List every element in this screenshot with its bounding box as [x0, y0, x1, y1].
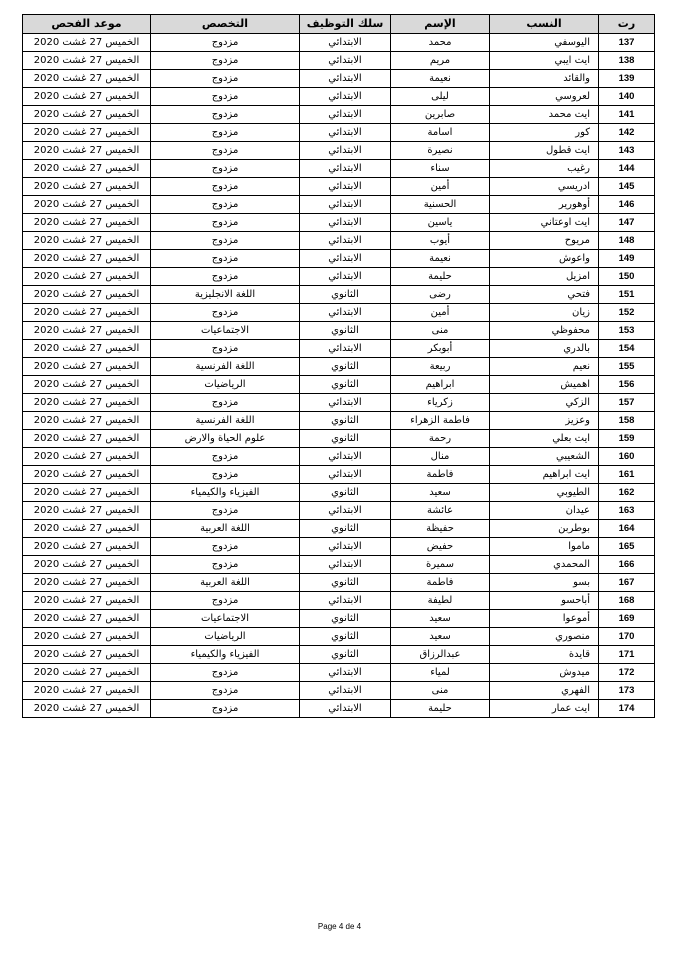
table-row	[23, 214, 655, 232]
cell-first-name: ليلى	[391, 88, 490, 106]
cell-number: 161	[599, 466, 655, 484]
cell-exam-date: الخميس 27 غشت 2020	[23, 574, 151, 592]
table-row	[23, 322, 655, 340]
cell-first-name: حفيض	[391, 538, 490, 556]
page-number: Page 4 de 4	[317, 922, 362, 931]
cell-exam-date: الخميس 27 غشت 2020	[23, 142, 151, 160]
cell-exam-date: الخميس 27 غشت 2020	[23, 304, 151, 322]
cell-cadre: الثانوي	[300, 610, 391, 628]
cell-cadre: الثانوي	[300, 286, 391, 304]
cell-number: 146	[599, 196, 655, 214]
table-row	[23, 700, 655, 718]
cell-first-name: نصيرة	[391, 142, 490, 160]
cell-cadre: الابتدائي	[300, 250, 391, 268]
cell-first-name: لمياء	[391, 664, 490, 682]
cell-number: 137	[599, 34, 655, 52]
cell-last-name: اهميش	[490, 376, 599, 394]
cell-number: 143	[599, 142, 655, 160]
cell-first-name: صابرين	[391, 106, 490, 124]
cell-number: 151	[599, 286, 655, 304]
table-row	[23, 34, 655, 52]
table-row	[23, 466, 655, 484]
cell-exam-date: الخميس 27 غشت 2020	[23, 178, 151, 196]
cell-last-name: امزيل	[490, 268, 599, 286]
cell-number: 138	[599, 52, 655, 70]
table-row	[23, 358, 655, 376]
cell-number: 168	[599, 592, 655, 610]
cell-first-name: أمين	[391, 304, 490, 322]
cell-first-name: حليمة	[391, 268, 490, 286]
table-row	[23, 610, 655, 628]
cell-specialty: مزدوج	[151, 52, 300, 70]
cell-last-name: نعيم	[490, 358, 599, 376]
cell-cadre: الثانوي	[300, 520, 391, 538]
cell-first-name: أمين	[391, 178, 490, 196]
table-row	[23, 682, 655, 700]
table-body	[23, 34, 655, 718]
cell-cadre: الابتدائي	[300, 124, 391, 142]
cell-number: 166	[599, 556, 655, 574]
cell-specialty: مزدوج	[151, 70, 300, 88]
table-row	[23, 376, 655, 394]
cell-number: 142	[599, 124, 655, 142]
cell-first-name: فاطمة	[391, 574, 490, 592]
cell-first-name: رضى	[391, 286, 490, 304]
table-row	[23, 70, 655, 88]
cell-exam-date: الخميس 27 غشت 2020	[23, 592, 151, 610]
cell-exam-date: الخميس 27 غشت 2020	[23, 376, 151, 394]
table-row	[23, 196, 655, 214]
cell-specialty: الرياضيات	[151, 628, 300, 646]
cell-cadre: الثانوي	[300, 376, 391, 394]
table-row	[23, 646, 655, 664]
cell-number: 162	[599, 484, 655, 502]
cell-last-name: الفهري	[490, 682, 599, 700]
cell-number: 152	[599, 304, 655, 322]
cell-number: 157	[599, 394, 655, 412]
cell-last-name: الزكي	[490, 394, 599, 412]
cell-cadre: الثانوي	[300, 412, 391, 430]
table-row	[23, 124, 655, 142]
cell-first-name: حفيظة	[391, 520, 490, 538]
cell-number: 156	[599, 376, 655, 394]
cell-exam-date: الخميس 27 غشت 2020	[23, 34, 151, 52]
cell-specialty: اللغة الانجليزية	[151, 286, 300, 304]
table-row	[23, 178, 655, 196]
cell-cadre: الابتدائي	[300, 232, 391, 250]
cell-exam-date: الخميس 27 غشت 2020	[23, 682, 151, 700]
cell-last-name: عيدان	[490, 502, 599, 520]
cell-exam-date: الخميس 27 غشت 2020	[23, 394, 151, 412]
table-row	[23, 538, 655, 556]
cell-number: 158	[599, 412, 655, 430]
cell-number: 150	[599, 268, 655, 286]
cell-last-name: اليوسفي	[490, 34, 599, 52]
cell-specialty: مزدوج	[151, 124, 300, 142]
cell-last-name: ايت محمد	[490, 106, 599, 124]
cell-specialty: مزدوج	[151, 304, 300, 322]
cell-specialty: مزدوج	[151, 160, 300, 178]
cell-first-name: ابراهيم	[391, 376, 490, 394]
cell-number: 148	[599, 232, 655, 250]
cell-exam-date: الخميس 27 غشت 2020	[23, 646, 151, 664]
cell-specialty: مزدوج	[151, 538, 300, 556]
cell-cadre: الثانوي	[300, 484, 391, 502]
cell-first-name: منى	[391, 682, 490, 700]
cell-exam-date: الخميس 27 غشت 2020	[23, 664, 151, 682]
cell-first-name: سعيد	[391, 628, 490, 646]
cell-last-name: وعزيز	[490, 412, 599, 430]
cell-cadre: الابتدائي	[300, 70, 391, 88]
cell-specialty: مزدوج	[151, 664, 300, 682]
cell-number: 160	[599, 448, 655, 466]
cell-last-name: ايت اوعتاني	[490, 214, 599, 232]
table-row	[23, 88, 655, 106]
cell-first-name: سميرة	[391, 556, 490, 574]
cell-specialty: اللغة الفرنسية	[151, 412, 300, 430]
cell-exam-date: الخميس 27 غشت 2020	[23, 70, 151, 88]
cell-last-name: واعوش	[490, 250, 599, 268]
cell-exam-date: الخميس 27 غشت 2020	[23, 232, 151, 250]
cell-exam-date: الخميس 27 غشت 2020	[23, 700, 151, 718]
header-exam-date: موعد الفحص	[23, 15, 151, 34]
cell-exam-date: الخميس 27 غشت 2020	[23, 268, 151, 286]
cell-exam-date: الخميس 27 غشت 2020	[23, 340, 151, 358]
cell-number: 174	[599, 700, 655, 718]
cell-number: 167	[599, 574, 655, 592]
header-last-name: النسب	[490, 15, 599, 34]
header-first-name: الإسم	[391, 15, 490, 34]
cell-last-name: فتحي	[490, 286, 599, 304]
header-specialty: التخصص	[151, 15, 300, 34]
cell-exam-date: الخميس 27 غشت 2020	[23, 430, 151, 448]
cell-cadre: الثانوي	[300, 628, 391, 646]
candidates-table	[22, 14, 655, 718]
cell-cadre: الابتدائي	[300, 664, 391, 682]
cell-first-name: محمد	[391, 34, 490, 52]
cell-specialty: مزدوج	[151, 448, 300, 466]
cell-number: 140	[599, 88, 655, 106]
cell-exam-date: الخميس 27 غشت 2020	[23, 484, 151, 502]
cell-exam-date: الخميس 27 غشت 2020	[23, 538, 151, 556]
cell-last-name: مريوح	[490, 232, 599, 250]
cell-cadre: الابتدائي	[300, 160, 391, 178]
cell-first-name: مريم	[391, 52, 490, 70]
cell-number: 147	[599, 214, 655, 232]
cell-first-name: زكرياء	[391, 394, 490, 412]
cell-number: 164	[599, 520, 655, 538]
cell-exam-date: الخميس 27 غشت 2020	[23, 448, 151, 466]
cell-last-name: زيان	[490, 304, 599, 322]
cell-specialty: الفيزياء والكيمياء	[151, 484, 300, 502]
cell-specialty: الاجتماعيات	[151, 610, 300, 628]
table-row	[23, 286, 655, 304]
cell-first-name: الحسنية	[391, 196, 490, 214]
cell-first-name: نعيمة	[391, 70, 490, 88]
cell-specialty: مزدوج	[151, 106, 300, 124]
table-row	[23, 304, 655, 322]
cell-last-name: ايت بعلي	[490, 430, 599, 448]
cell-number: 144	[599, 160, 655, 178]
cell-last-name: محفوظي	[490, 322, 599, 340]
cell-last-name: ايت قطول	[490, 142, 599, 160]
cell-cadre: الابتدائي	[300, 448, 391, 466]
cell-number: 172	[599, 664, 655, 682]
table-row	[23, 412, 655, 430]
cell-cadre: الابتدائي	[300, 466, 391, 484]
cell-first-name: لطيفة	[391, 592, 490, 610]
table-row	[23, 520, 655, 538]
cell-exam-date: الخميس 27 غشت 2020	[23, 250, 151, 268]
cell-exam-date: الخميس 27 غشت 2020	[23, 286, 151, 304]
cell-last-name: قايدة	[490, 646, 599, 664]
cell-last-name: الطيوبي	[490, 484, 599, 502]
cell-first-name: سناء	[391, 160, 490, 178]
cell-exam-date: الخميس 27 غشت 2020	[23, 520, 151, 538]
cell-specialty: الرياضيات	[151, 376, 300, 394]
cell-last-name: والقائد	[490, 70, 599, 88]
cell-cadre: الثانوي	[300, 574, 391, 592]
table-row	[23, 160, 655, 178]
table-row	[23, 574, 655, 592]
header-number: رت	[599, 15, 655, 34]
cell-cadre: الابتدائي	[300, 214, 391, 232]
cell-number: 149	[599, 250, 655, 268]
cell-number: 159	[599, 430, 655, 448]
cell-number: 155	[599, 358, 655, 376]
cell-exam-date: الخميس 27 غشت 2020	[23, 196, 151, 214]
cell-first-name: حليمة	[391, 700, 490, 718]
cell-exam-date: الخميس 27 غشت 2020	[23, 610, 151, 628]
cell-cadre: الابتدائي	[300, 196, 391, 214]
cell-last-name: بسو	[490, 574, 599, 592]
table-row	[23, 52, 655, 70]
cell-first-name: أبوبكر	[391, 340, 490, 358]
cell-number: 170	[599, 628, 655, 646]
table-row	[23, 502, 655, 520]
table-row	[23, 430, 655, 448]
cell-first-name: أيوب	[391, 232, 490, 250]
cell-first-name: فاطمة الزهراء	[391, 412, 490, 430]
cell-exam-date: الخميس 27 غشت 2020	[23, 124, 151, 142]
cell-first-name: رحمة	[391, 430, 490, 448]
cell-last-name: ايت ابراهيم	[490, 466, 599, 484]
cell-number: 173	[599, 682, 655, 700]
table-row	[23, 664, 655, 682]
cell-cadre: الابتدائي	[300, 592, 391, 610]
cell-exam-date: الخميس 27 غشت 2020	[23, 322, 151, 340]
cell-number: 153	[599, 322, 655, 340]
cell-last-name: ايت عمار	[490, 700, 599, 718]
cell-cadre: الثانوي	[300, 646, 391, 664]
cell-exam-date: الخميس 27 غشت 2020	[23, 556, 151, 574]
cell-first-name: عائشة	[391, 502, 490, 520]
table-row	[23, 592, 655, 610]
cell-first-name: نعيمة	[391, 250, 490, 268]
cell-specialty: مزدوج	[151, 502, 300, 520]
cell-first-name: منى	[391, 322, 490, 340]
cell-exam-date: الخميس 27 غشت 2020	[23, 502, 151, 520]
cell-specialty: مزدوج	[151, 178, 300, 196]
cell-number: 141	[599, 106, 655, 124]
cell-last-name: أموعوا	[490, 610, 599, 628]
cell-cadre: الثانوي	[300, 358, 391, 376]
cell-specialty: مزدوج	[151, 34, 300, 52]
cell-first-name: سعيد	[391, 610, 490, 628]
cell-specialty: مزدوج	[151, 88, 300, 106]
cell-first-name: اسامة	[391, 124, 490, 142]
cell-exam-date: الخميس 27 غشت 2020	[23, 88, 151, 106]
cell-specialty: مزدوج	[151, 214, 300, 232]
cell-cadre: الابتدائي	[300, 682, 391, 700]
cell-specialty: علوم الحياة والارض	[151, 430, 300, 448]
cell-specialty: الفيزياء والكيمياء	[151, 646, 300, 664]
cell-cadre: الابتدائي	[300, 538, 391, 556]
cell-specialty: مزدوج	[151, 340, 300, 358]
cell-number: 154	[599, 340, 655, 358]
cell-first-name: سعيد	[391, 484, 490, 502]
cell-exam-date: الخميس 27 غشت 2020	[23, 466, 151, 484]
cell-number: 145	[599, 178, 655, 196]
cell-number: 165	[599, 538, 655, 556]
cell-specialty: مزدوج	[151, 592, 300, 610]
cell-last-name: منصوري	[490, 628, 599, 646]
table-row	[23, 232, 655, 250]
cell-cadre: الابتدائي	[300, 142, 391, 160]
cell-last-name: كور	[490, 124, 599, 142]
table-row	[23, 268, 655, 286]
cell-number: 139	[599, 70, 655, 88]
cell-specialty: مزدوج	[151, 394, 300, 412]
cell-specialty: مزدوج	[151, 232, 300, 250]
cell-specialty: مزدوج	[151, 268, 300, 286]
cell-specialty: مزدوج	[151, 700, 300, 718]
cell-last-name: ميدوش	[490, 664, 599, 682]
cell-last-name: المحمدي	[490, 556, 599, 574]
cell-specialty: اللغة العربية	[151, 574, 300, 592]
cell-number: 171	[599, 646, 655, 664]
cell-number: 169	[599, 610, 655, 628]
cell-last-name: ماموا	[490, 538, 599, 556]
table-row	[23, 250, 655, 268]
cell-first-name: عبدالرزاق	[391, 646, 490, 664]
cell-last-name: الشعيبي	[490, 448, 599, 466]
cell-last-name: أباحسو	[490, 592, 599, 610]
table-row	[23, 448, 655, 466]
cell-cadre: الابتدائي	[300, 340, 391, 358]
cell-specialty: مزدوج	[151, 250, 300, 268]
cell-exam-date: الخميس 27 غشت 2020	[23, 628, 151, 646]
cell-specialty: مزدوج	[151, 142, 300, 160]
table-header-row	[23, 15, 655, 34]
cell-first-name: منال	[391, 448, 490, 466]
cell-cadre: الثانوي	[300, 430, 391, 448]
table-row	[23, 340, 655, 358]
cell-last-name: لعروسي	[490, 88, 599, 106]
cell-exam-date: الخميس 27 غشت 2020	[23, 358, 151, 376]
cell-exam-date: الخميس 27 غشت 2020	[23, 160, 151, 178]
cell-first-name: فاطمة	[391, 466, 490, 484]
cell-cadre: الابتدائي	[300, 88, 391, 106]
cell-last-name: رغيب	[490, 160, 599, 178]
table-row	[23, 106, 655, 124]
table-row	[23, 628, 655, 646]
cell-specialty: اللغة الفرنسية	[151, 358, 300, 376]
cell-last-name: بوطربن	[490, 520, 599, 538]
cell-number: 163	[599, 502, 655, 520]
cell-specialty: الاجتماعيات	[151, 322, 300, 340]
cell-cadre: الابتدائي	[300, 34, 391, 52]
cell-cadre: الابتدائي	[300, 556, 391, 574]
table-row	[23, 556, 655, 574]
cell-exam-date: الخميس 27 غشت 2020	[23, 52, 151, 70]
cell-last-name: بالدري	[490, 340, 599, 358]
cell-cadre: الابتدائي	[300, 502, 391, 520]
table-row	[23, 394, 655, 412]
cell-specialty: مزدوج	[151, 556, 300, 574]
header-cadre: سلك التوظيف	[300, 15, 391, 34]
cell-specialty: اللغة العربية	[151, 520, 300, 538]
cell-cadre: الابتدائي	[300, 394, 391, 412]
cell-cadre: الابتدائي	[300, 178, 391, 196]
cell-specialty: مزدوج	[151, 466, 300, 484]
cell-last-name: ادريسي	[490, 178, 599, 196]
cell-cadre: الثانوي	[300, 322, 391, 340]
cell-first-name: ربيعة	[391, 358, 490, 376]
cell-specialty: مزدوج	[151, 682, 300, 700]
cell-exam-date: الخميس 27 غشت 2020	[23, 106, 151, 124]
cell-cadre: الابتدائي	[300, 52, 391, 70]
cell-last-name: ايت ايبي	[490, 52, 599, 70]
cell-exam-date: الخميس 27 غشت 2020	[23, 412, 151, 430]
cell-last-name: أوهورير	[490, 196, 599, 214]
table-row	[23, 484, 655, 502]
table-row	[23, 142, 655, 160]
cell-cadre: الابتدائي	[300, 106, 391, 124]
cell-specialty: مزدوج	[151, 196, 300, 214]
cell-cadre: الابتدائي	[300, 700, 391, 718]
cell-cadre: الابتدائي	[300, 304, 391, 322]
cell-first-name: ياسين	[391, 214, 490, 232]
cell-cadre: الابتدائي	[300, 268, 391, 286]
cell-exam-date: الخميس 27 غشت 2020	[23, 214, 151, 232]
